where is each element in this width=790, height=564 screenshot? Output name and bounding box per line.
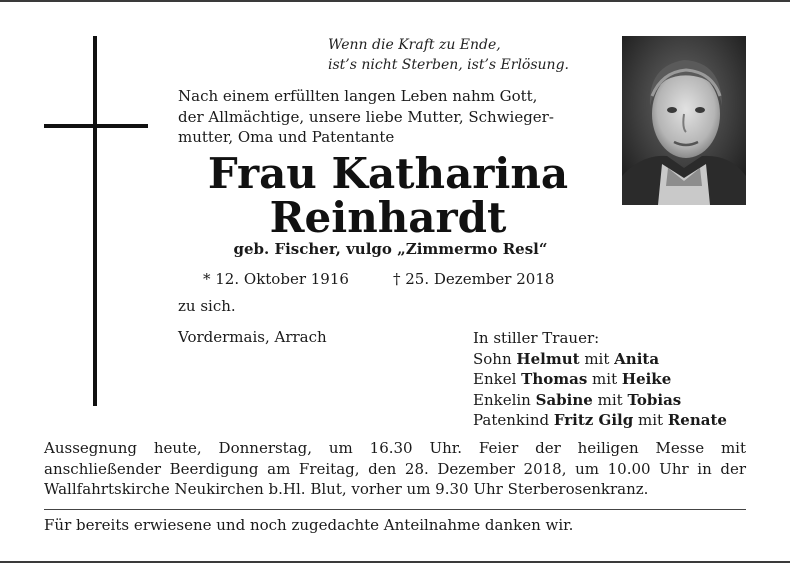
mourner-row [473,349,727,370]
epitaph-quote [328,35,593,75]
cross-horizontal-beam [44,124,148,128]
closing-phrase: zu sich. [178,297,236,315]
intro-line-1: Nach einem erfüllten langen Leben nahm Gott, [178,87,538,105]
place-of-residence: Vordermais, Arrach [178,328,327,346]
relation: Enkelin [473,390,531,409]
relation: Sohn [473,349,512,368]
partner-name: Renate [667,411,727,429]
intro-text [178,86,603,148]
partner-name: Tobias [627,390,682,409]
birth-name: geb. Fischer, vulgo „Zimmermo Resl“ [233,240,548,258]
partner-name: Anita [614,349,660,368]
mourner-row [473,369,727,390]
birth-date: * 12. Oktober 1916 [203,270,349,288]
relation: Patenkind [473,411,550,429]
mit-word: mit [592,370,618,388]
mit-word: mit [584,349,610,368]
mourner-name: Sabine [535,390,593,409]
thanks-note: Für bereits erwiesene und noch zugedachte Anteilnahme danken wir. [44,516,574,534]
relation: Enkel [473,370,517,388]
portrait-photo [622,36,746,205]
mourner-name: Fritz Gilg [553,411,634,429]
mourner-name: Helmut [516,349,580,368]
portrait-illustration [622,36,746,205]
deceased-name [178,149,598,242]
divider-line [44,509,746,510]
cross-vertical-beam [93,36,97,406]
top-border [0,0,790,2]
mit-word: mit [597,390,623,409]
mourner-row [473,410,727,431]
death-date: † 25. Dezember 2018 [393,270,555,288]
partner-name: Heike [621,370,672,388]
mit-word: mit [638,411,664,429]
epitaph-line-1: Wenn die Kraft zu Ende, [328,37,501,53]
mourner-name: Thomas [521,370,588,388]
funeral-details: Aussegnung heute, Donnerstag, um 16.30 Uhr. Feier der heiligen Messe mit anschließender Beerdigung am Freitag, den 28. Dezember 2018, um 10.00 Uhr in der Wallfahrtskirche Neukirchen b.Hl. Blut, vorher um 9.30 Uhr Sterberosenkranz. [44,439,746,498]
epitaph-line-2: ist’s nicht Sterben, ist’s Erlösung. [328,57,569,73]
mourner-row [473,390,727,411]
intro-line-3: mutter, Oma und Patentante [178,128,395,146]
mourners-list [473,328,727,431]
deceased-name-line-2: Reinhardt [269,193,507,242]
intro-line-2: der Allmächtige, unsere liebe Mutter, Schwieger- [178,107,554,126]
mourners-heading: In stiller Trauer: [473,329,600,347]
deceased-name-line-1: Frau Katharina [207,149,569,198]
bottom-border [0,561,790,563]
